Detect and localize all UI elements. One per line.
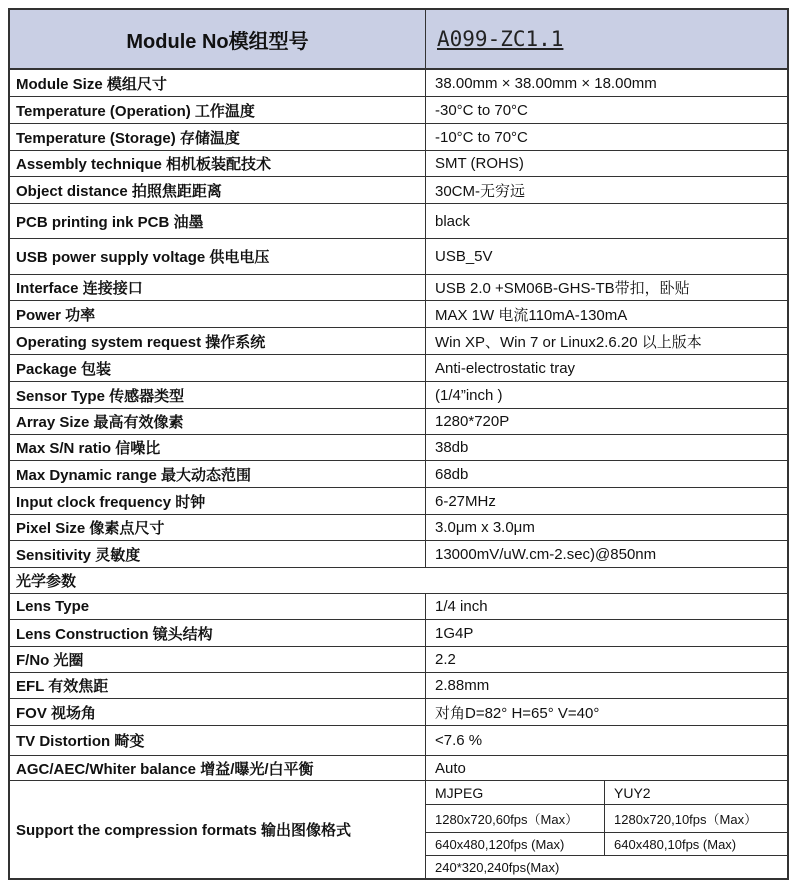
spec-label: Interface 连接接口 [10, 275, 426, 300]
optics-row-fov [10, 698, 787, 725]
spec-row-module-size [10, 68, 787, 96]
optics-row-agc [10, 755, 787, 780]
spec-label: PCB printing ink PCB 油墨 [10, 204, 426, 238]
spec-row-interface [10, 274, 787, 300]
spec-label: Operating system request 操作系统 [10, 328, 426, 354]
spec-row-object-distance [10, 176, 787, 203]
spec-label: Lens Construction 镜头结构 [10, 620, 426, 646]
spec-row-temp-operation [10, 96, 787, 123]
module-no-value: A099-ZC1.1 [437, 27, 564, 51]
spec-value: Anti-electrostatic tray [435, 359, 576, 377]
optics-row-tv-distortion [10, 725, 787, 755]
spec-value: <7.6 % [435, 732, 483, 749]
spec-label: F/No 光圈 [10, 647, 426, 672]
spec-label: Max Dynamic range 最大动态范围 [10, 461, 426, 487]
format-cell: 640x480,120fps (Max) [435, 836, 565, 852]
spec-label: Temperature (Operation) 工作温度 [10, 97, 426, 123]
spec-label: Power 功率 [10, 301, 426, 327]
spec-value: USB 2.0 +SM06B-GHS-TB带扣，卧贴 [435, 280, 690, 297]
spec-row-os [10, 327, 787, 354]
section-heading: 光学参数 [10, 567, 787, 593]
spec-row-package [10, 354, 787, 381]
spec-row-assembly [10, 150, 787, 176]
spec-value: 13000mV/uW.cm-2.sec)@850nm [435, 545, 657, 563]
spec-row-sn-ratio [10, 434, 787, 460]
module-no-label: Module No模组型号 [10, 10, 426, 68]
spec-label: TV Distortion 畸变 [10, 726, 426, 755]
spec-label: Temperature (Storage) 存储温度 [10, 124, 426, 150]
format-cell: 640x480,10fps (Max) [614, 836, 737, 852]
optics-row-lens-type [10, 593, 787, 619]
spec-value: 2.88mm [435, 677, 490, 694]
spec-value: 1280*720P [435, 413, 510, 430]
spec-value: USB_5V [435, 248, 493, 265]
optics-row-lens-construction [10, 619, 787, 646]
spec-label: Package 包装 [10, 355, 426, 381]
spec-value: 6-27MHz [435, 492, 496, 510]
spec-label: FOV 视场角 [10, 699, 426, 725]
spec-label: Assembly technique 相机板装配技术 [10, 151, 426, 176]
spec-value: 3.0μm x 3.0μm [435, 519, 535, 536]
spec-row-clock [10, 487, 787, 514]
spec-row-dynamic-range [10, 460, 787, 487]
spec-value: Win XP、Win 7 or Linux2.6.20 以上版本 [435, 333, 702, 351]
spec-value: 38.00mm × 38.00mm × 18.00mm [435, 74, 657, 92]
spec-label: Pixel Size 像素点尺寸 [10, 515, 426, 540]
spec-label: EFL 有效焦距 [10, 673, 426, 698]
spec-row-sensor-type [10, 381, 787, 408]
spec-label: Sensitivity 灵敏度 [10, 541, 426, 567]
spec-row-temp-storage [10, 123, 787, 150]
spec-label: Object distance 拍照焦距距离 [10, 177, 426, 203]
spec-row-sensitivity [10, 540, 787, 567]
formats-label: Support the compression formats 输出图像格式 [10, 781, 426, 878]
spec-label: USB power supply voltage 供电电压 [10, 239, 426, 274]
spec-label: Sensor Type 传感器类型 [10, 382, 426, 408]
spec-row-usb-voltage [10, 238, 787, 274]
spec-value: 68db [435, 465, 469, 483]
spec-row-power [10, 300, 787, 327]
spec-value: 30CM-无穷远 [435, 182, 526, 200]
spec-label: Module Size 模组尺寸 [10, 70, 426, 96]
spec-value: black [435, 212, 471, 230]
spec-value: SMT (ROHS) [435, 155, 524, 172]
format-header-mjpeg: MJPEG [435, 784, 484, 801]
format-cell: 1280x720,10fps（Max） [614, 812, 758, 827]
optics-row-efl [10, 672, 787, 698]
spec-row-pixel-size [10, 514, 787, 540]
formats-grid [426, 781, 787, 878]
spec-table [8, 8, 789, 880]
spec-value: 38db [435, 439, 469, 456]
spec-value: 对角D=82° H=65° V=40° [435, 704, 600, 722]
spec-label: Lens Type [10, 594, 426, 619]
spec-row-array-size [10, 408, 787, 434]
format-header-yuy2: YUY2 [614, 784, 651, 801]
spec-value: -10°C to 70°C [435, 128, 528, 146]
spec-label: AGC/AEC/Whiter balance 增益/曝光/白平衡 [10, 756, 426, 780]
spec-label: Max S/N ratio 信噪比 [10, 435, 426, 460]
spec-value: (1/4”inch ) [435, 386, 503, 404]
format-cell: 240*320,240fps(Max) [435, 859, 560, 875]
spec-value: Auto [435, 759, 466, 777]
spec-label: Array Size 最高有效像素 [10, 409, 426, 434]
spec-value: 1G4P [435, 624, 474, 642]
spec-value: 2.2 [435, 651, 456, 668]
spec-value: MAX 1W 电流110mA-130mA [435, 306, 628, 324]
spec-value: 1/4 inch [435, 598, 488, 615]
format-cell: 1280x720,60fps（Max） [435, 812, 579, 827]
spec-value: -30°C to 70°C [435, 101, 528, 119]
spec-row-pcb-ink [10, 203, 787, 238]
spec-label: Input clock frequency 时钟 [10, 488, 426, 514]
header-row [10, 10, 787, 68]
formats-row [10, 780, 787, 878]
optics-row-fno [10, 646, 787, 672]
